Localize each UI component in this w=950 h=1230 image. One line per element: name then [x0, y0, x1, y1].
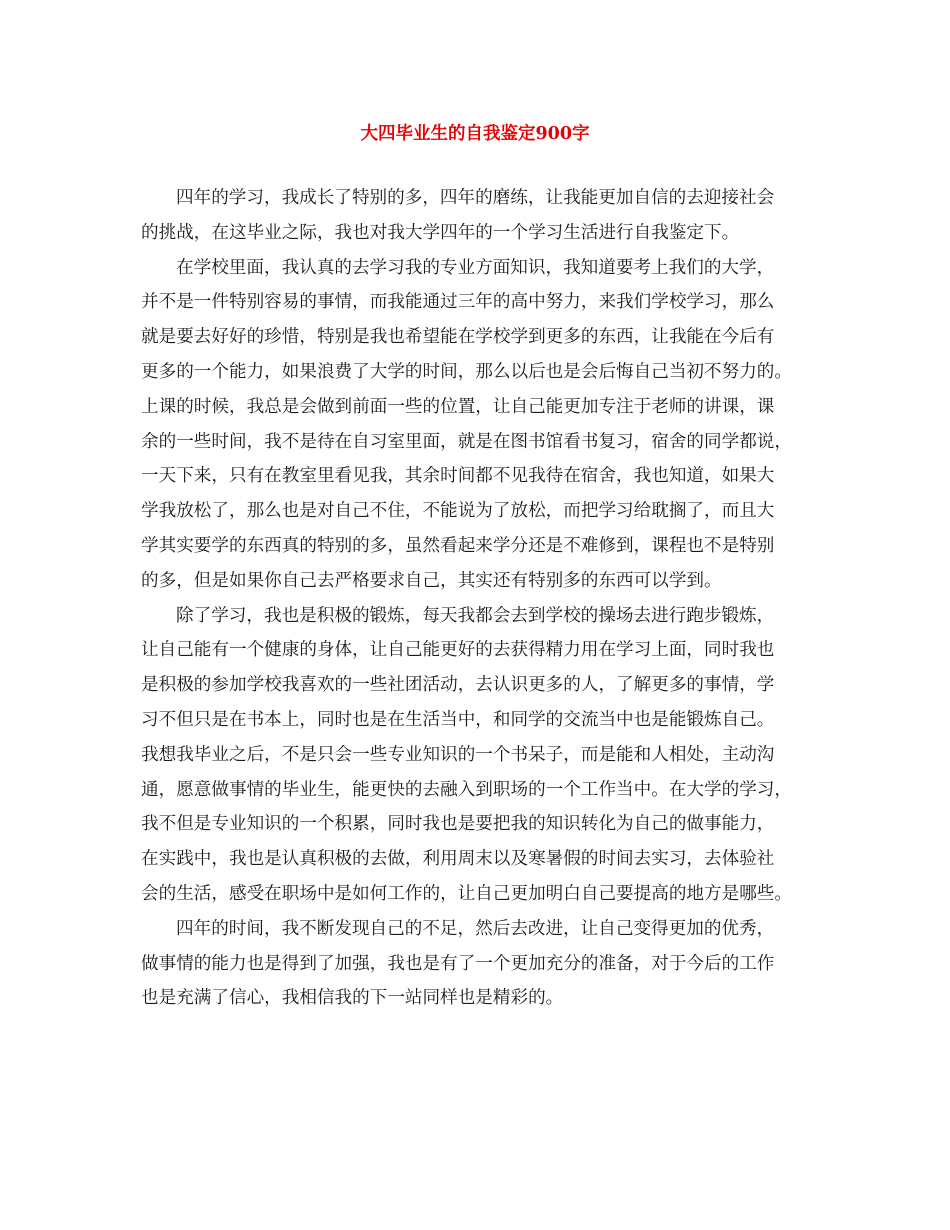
body-line: 并不是一件特别容易的事情，而我能通过三年的高中努力，来我们学校学习，那么	[141, 292, 775, 313]
body-line: 四年的学习，我成长了特别的多，四年的磨练，让我能更加自信的去迎接社会	[176, 188, 775, 208]
document-title: 大四毕业生的自我鉴定900字	[360, 124, 590, 144]
body-line: 除了学习，我也是积极的锻炼，每天我都会去到学校的操场去进行跑步锻炼，	[176, 605, 775, 626]
body-line: 余的一些时间，我不是待在自习室里面，就是在图书馆看书复习，宿舍的同学都说，	[141, 431, 792, 452]
body-line: 在实践中，我也是认真积极的去做，利用周末以及寒暑假的时间去实习，去体验社	[141, 849, 775, 870]
document-body	[141, 181, 817, 1016]
body-line: 学我放松了，那么也是对自己不住，不能说为了放松，而把学习给耽搁了，而且大	[141, 501, 775, 522]
body-line: 是积极的参加学校我喜欢的一些社团活动，去认识更多的人，了解更多的事情，学	[141, 675, 775, 696]
body-line: 习不但只是在书本上，同时也是在生活当中，和同学的交流当中也是能锻炼自己。	[141, 709, 775, 730]
body-line: 更多的一个能力，如果浪费了大学的时间，那么以后也是会后悔自己当初不努力的。	[141, 361, 792, 382]
body-line: 通，愿意做事情的毕业生，能更快的去融入到职场的一个工作当中。在大学的学习，	[141, 779, 792, 800]
body-line: 一天下来，只有在教室里看见我，其余时间都不见我待在宿舍，我也知道，如果大	[141, 466, 775, 487]
body-line: 学其实要学的东西真的特别的多，虽然看起来学分还是不难修到，课程也不是特别	[141, 535, 775, 556]
body-line: 四年的时间，我不断发现自己的不足，然后去改进，让自己变得更加的优秀，	[176, 918, 775, 939]
body-line: 我想我毕业之后，不是只会一些专业知识的一个书呆子，而是能和人相处，主动沟	[141, 744, 775, 765]
body-line: 在学校里面，我认真的去学习我的专业方面知识，我知道要考上我们的大学，	[176, 257, 775, 278]
body-line: 我不但是专业知识的一个积累，同时我也是要把我的知识转化为自己的做事能力，	[141, 814, 775, 835]
body-line: 做事情的能力也是得到了加强，我也是有了一个更加充分的准备，对于今后的工作	[141, 953, 775, 974]
body-line: 的挑战，在这毕业之际，我也对我大学四年的一个学习生活进行自我鉴定下。	[141, 222, 740, 243]
body-line: 让自己能有一个健康的身体，让自己能更好的去获得精力用在学习上面，同时我也	[141, 640, 775, 661]
body-line: 的多，但是如果你自己去严格要求自己，其实还有特别多的东西可以学到。	[141, 570, 722, 591]
body-line: 就是要去好好的珍惜，特别是我也希望能在学校学到更多的东西，让我能在今后有	[141, 327, 775, 348]
body-line: 会的生活，感受在职场中是如何工作的，让自己更加明白自己要提高的地方是哪些。	[141, 883, 792, 904]
body-line: 上课的时候，我总是会做到前面一些的位置，让自己能更加专注于老师的讲课，课	[141, 396, 775, 417]
body-line: 也是充满了信心，我相信我的下一站同样也是精彩的。	[141, 988, 564, 1009]
